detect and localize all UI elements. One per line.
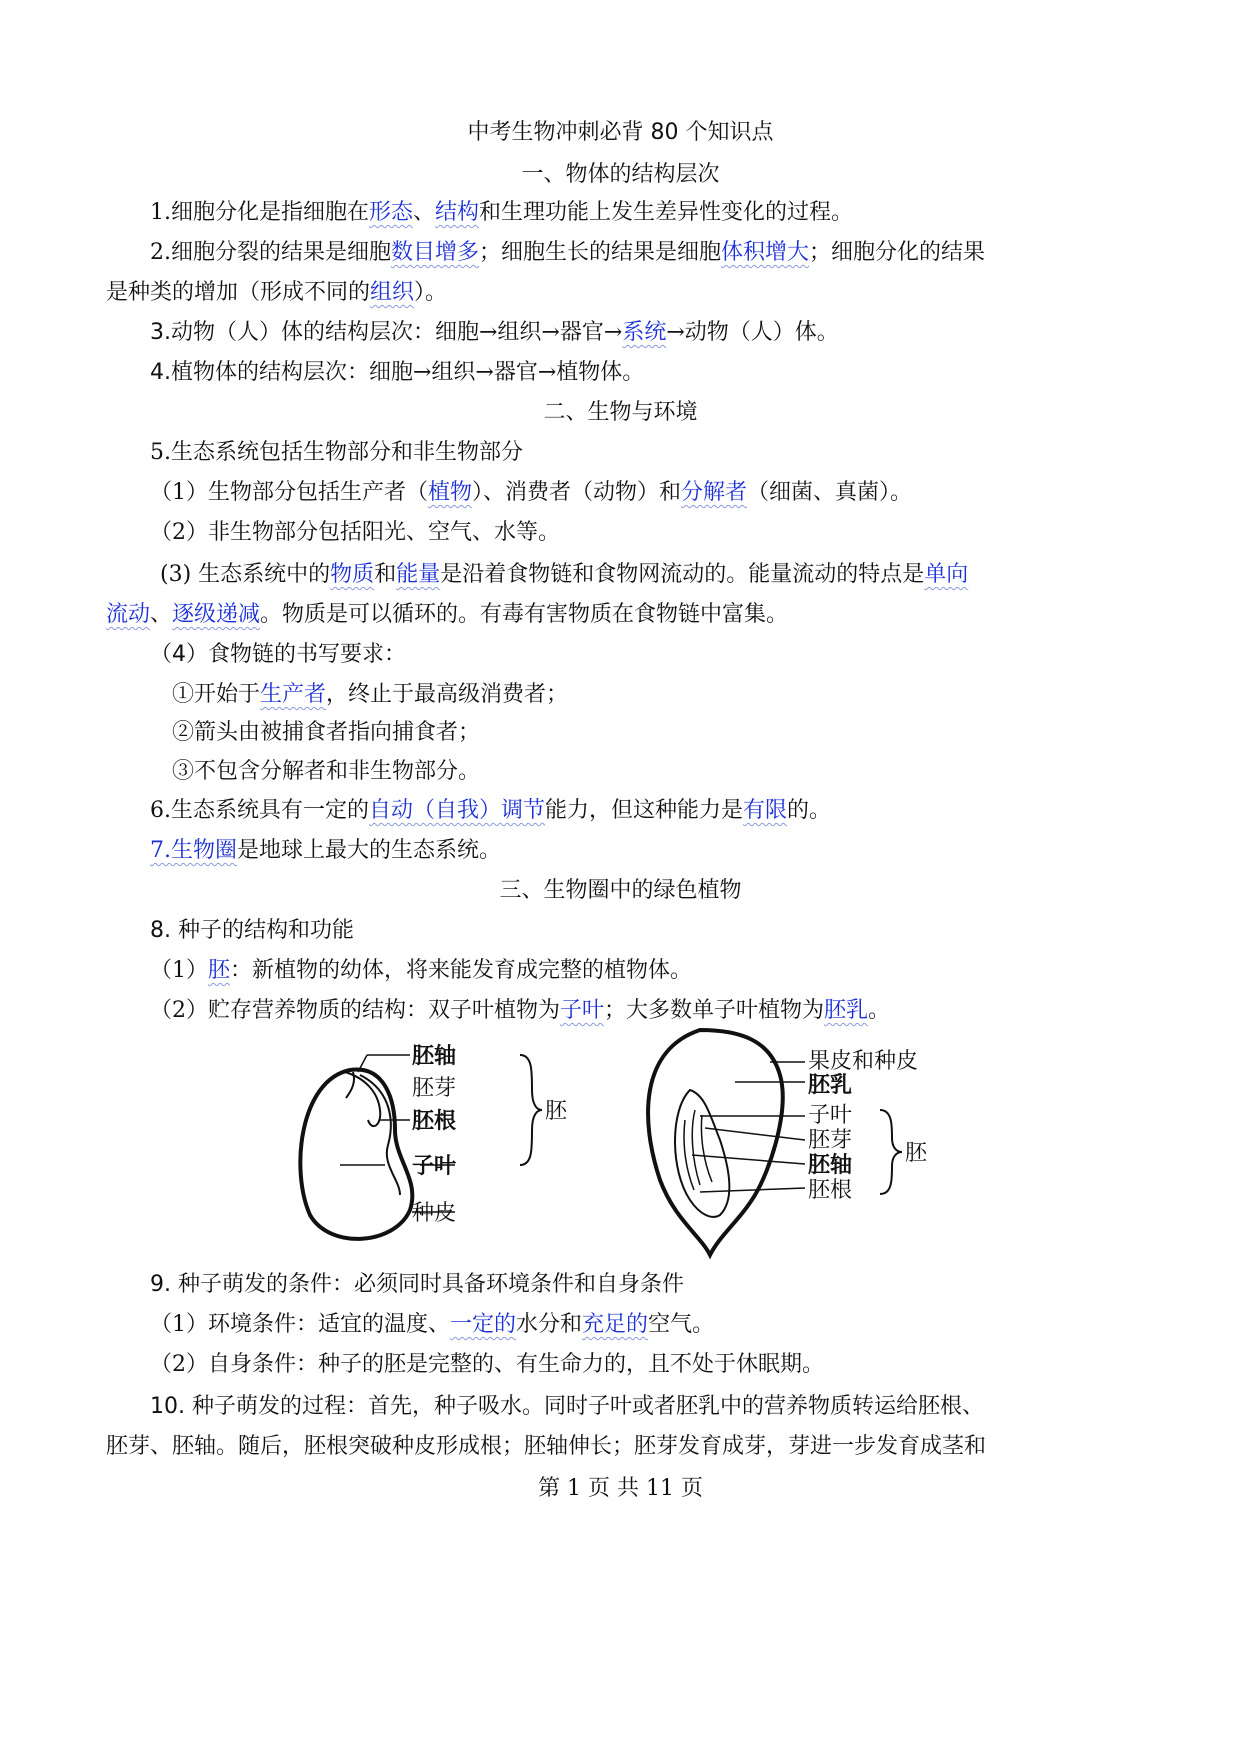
- text-run: (3) 生态系统中的: [160, 562, 331, 587]
- text-run: ；大多数单子叶植物为: [604, 998, 825, 1023]
- corn-embryo-brace: [880, 1110, 902, 1194]
- paragraph-5-3-line-2: [106, 600, 788, 630]
- paragraph-6: [150, 796, 831, 826]
- corn-label-3: 子叶: [808, 1103, 853, 1128]
- bean-embryo-curl: [345, 1072, 380, 1126]
- paragraph-9: [150, 1270, 684, 1300]
- text-run: 和生理功能上发生差异性变化的过程。: [479, 200, 854, 225]
- bean-label-2: 胚芽: [412, 1076, 457, 1101]
- bean-label-3: 胚根: [412, 1108, 457, 1134]
- text-run: （1）: [150, 958, 208, 983]
- paragraph-9-2: [150, 1350, 824, 1380]
- paragraph-2-line-1: [150, 238, 985, 268]
- paragraph-7: [150, 836, 501, 866]
- corn-seed-outline: [648, 1030, 783, 1255]
- keyword: 体积增大: [721, 240, 810, 265]
- text-run: 10. 种子萌发的过程：: [150, 1394, 368, 1419]
- text-run: 环境条件：适宜的温度、: [208, 1312, 451, 1337]
- bean-embryo-group-label: 胚: [545, 1099, 568, 1124]
- text-run: （2）非生物部分包括阳光、空气、水等。: [150, 520, 560, 545]
- text-run: 水分和: [516, 1312, 583, 1337]
- text-run: 空气。: [648, 1312, 715, 1337]
- corn-label-4: 胚芽: [808, 1128, 853, 1153]
- corn-seed-labels: [808, 1049, 928, 1203]
- keyword: 数目增多: [391, 240, 480, 265]
- keyword: 7.生物圈: [150, 838, 237, 863]
- corn-label-1: 果皮和种皮: [808, 1049, 919, 1074]
- text-run: ）、消费者（动物）和: [472, 480, 682, 505]
- paragraph-10-line-2: [106, 1432, 986, 1462]
- text-run: 、: [413, 200, 436, 225]
- bean-embryo-brace: [520, 1055, 542, 1165]
- bean-seed-outline: [300, 1070, 412, 1239]
- text-run: （2）: [150, 1352, 208, 1377]
- text-run: 是地球上最大的生态系统。: [237, 838, 502, 863]
- text-run: 8. 种子的结构和功能: [150, 918, 354, 943]
- text-run: 能力，但这种能力是: [545, 798, 744, 823]
- paragraph-5-4-a: [172, 680, 568, 710]
- text-run: （2）贮存营养物质的结构：双子叶植物为: [150, 998, 560, 1023]
- text-run: 是沿着食物链和食物网流动的。能量流动的特点是: [440, 562, 925, 587]
- bean-seed-labels: [412, 1043, 568, 1226]
- text-run: 和: [374, 562, 397, 587]
- keyword: 一定的: [450, 1312, 517, 1337]
- text-run: 9. 种子萌发的条件：必须同时具备环境条件和自身条件: [150, 1272, 684, 1297]
- keyword: 植物: [428, 480, 473, 505]
- paragraph-5-4: [150, 640, 406, 670]
- paragraph-1: [150, 198, 853, 228]
- corn-embryo-outline: [675, 1090, 729, 1217]
- keyword: 自动（自我）调节: [369, 798, 546, 823]
- text-run: 。: [868, 998, 891, 1023]
- bean-label-1: 胚轴: [412, 1043, 457, 1069]
- corn-embryo-group-label: 胚: [905, 1141, 928, 1166]
- text-run: 自身条件：: [208, 1352, 319, 1377]
- text-run: （细菌、真菌）。: [747, 480, 913, 505]
- text-run: ①开始于: [172, 682, 261, 707]
- text-run: 胚芽、胚轴。随后，胚根突破种皮形成根；胚轴伸长；胚芽发育成芽，芽进一步发育成茎和: [106, 1434, 987, 1459]
- corn-label-6: 胚根: [808, 1178, 853, 1203]
- text-run: 首先，种子吸水。同时子叶或者胚乳中的营养物质转运给胚根、: [367, 1394, 984, 1419]
- corn-label-2: 胚乳: [808, 1072, 853, 1098]
- paragraph-5: [150, 438, 523, 468]
- text-run: 的。: [787, 798, 832, 823]
- paragraph-9-1: [150, 1310, 714, 1340]
- text-run: 1.细胞分化是指细胞在: [150, 200, 369, 225]
- text-run: 。物质是可以循环的。有毒有害物质在食物链中富集。: [260, 602, 789, 627]
- keyword: 单向: [924, 562, 969, 587]
- text-run: 种子的胚是完整的、有生命力的，且不处于休眠期。: [318, 1352, 825, 1377]
- keyword: 流动: [106, 602, 151, 627]
- paragraph-4: [150, 358, 644, 388]
- keyword: 胚乳: [824, 998, 869, 1023]
- text-run: ，终止于最高级消费者；: [326, 682, 569, 707]
- paragraph-5-4-b: [172, 718, 480, 748]
- text-run: ；细胞生长的结果是细胞: [479, 240, 722, 265]
- seed-structure-figures: [0, 1020, 1241, 1260]
- text-run: 细胞→组织→器官→: [435, 320, 623, 345]
- text-run: ：新植物的幼体，将来能发育成完整的植物体。: [230, 958, 693, 983]
- paragraph-8: [150, 916, 354, 946]
- text-run: 4.植物体的结构层次：: [150, 360, 369, 385]
- keyword: 分解者: [681, 480, 748, 505]
- paragraph-5-2: [150, 518, 560, 548]
- section-heading-2: 二、生物与环境: [543, 400, 698, 425]
- corn-label-5: 胚轴: [808, 1152, 853, 1178]
- text-run: （1）生物部分包括生产者（: [150, 480, 428, 505]
- keyword: 结构: [435, 200, 480, 225]
- text-run: （1）: [150, 1312, 208, 1337]
- keyword: 逐级递减: [172, 602, 261, 627]
- document-title: 中考生物冲刺必背 80 个知识点: [467, 120, 774, 145]
- paragraph-10-line-1: [150, 1392, 984, 1422]
- keyword: 生产者: [260, 682, 327, 707]
- text-run: （4）食物链的书写要求：: [150, 642, 406, 667]
- text-run: ）。: [414, 280, 448, 305]
- keyword: 子叶: [560, 998, 605, 1023]
- text-run: 5.生态系统包括生物部分和非生物部分: [150, 440, 523, 465]
- paragraph-5-4-c: [172, 757, 480, 787]
- text-run: ；细胞分化的结果: [809, 240, 986, 265]
- paragraph-5-1: [150, 478, 912, 508]
- paragraph-2-line-2: [106, 278, 447, 308]
- bean-label-4: 子叶: [412, 1153, 457, 1179]
- keyword: 充足的: [582, 1312, 649, 1337]
- keyword: 有限: [743, 798, 788, 823]
- text-run: 3.动物（人）体的结构层次：: [150, 320, 435, 345]
- keyword: 物质: [330, 562, 375, 587]
- keyword: 形态: [369, 200, 414, 225]
- bean-label-5: 种皮: [412, 1201, 457, 1226]
- text-run: 是种类的增加（形成不同的: [106, 280, 371, 305]
- paragraph-5-3-line-1: [160, 560, 968, 590]
- section-heading-1: 一、物体的结构层次: [521, 162, 720, 187]
- paragraph-8-1: [150, 956, 692, 986]
- keyword: 组织: [370, 280, 415, 305]
- keyword: 胚: [208, 958, 231, 983]
- text-run: 、: [150, 602, 173, 627]
- section-heading-3: 三、生物圈中的绿色植物: [499, 878, 742, 903]
- paragraph-3: [150, 318, 839, 348]
- text-run: 细胞→组织→器官→植物体。: [369, 360, 645, 385]
- keyword: 能量: [396, 562, 441, 587]
- text-run: 6.生态系统具有一定的: [150, 798, 369, 823]
- page-footer: 第 1 页 共 11 页: [538, 1476, 703, 1501]
- text-run: 2.细胞分裂的结果是细胞: [150, 240, 391, 265]
- keyword: 系统: [622, 320, 667, 345]
- text-run: ③不包含分解者和非生物部分。: [172, 759, 481, 784]
- text-run: →动物（人）体。: [666, 320, 839, 345]
- text-run: ②箭头由被捕食者指向捕食者；: [172, 720, 481, 745]
